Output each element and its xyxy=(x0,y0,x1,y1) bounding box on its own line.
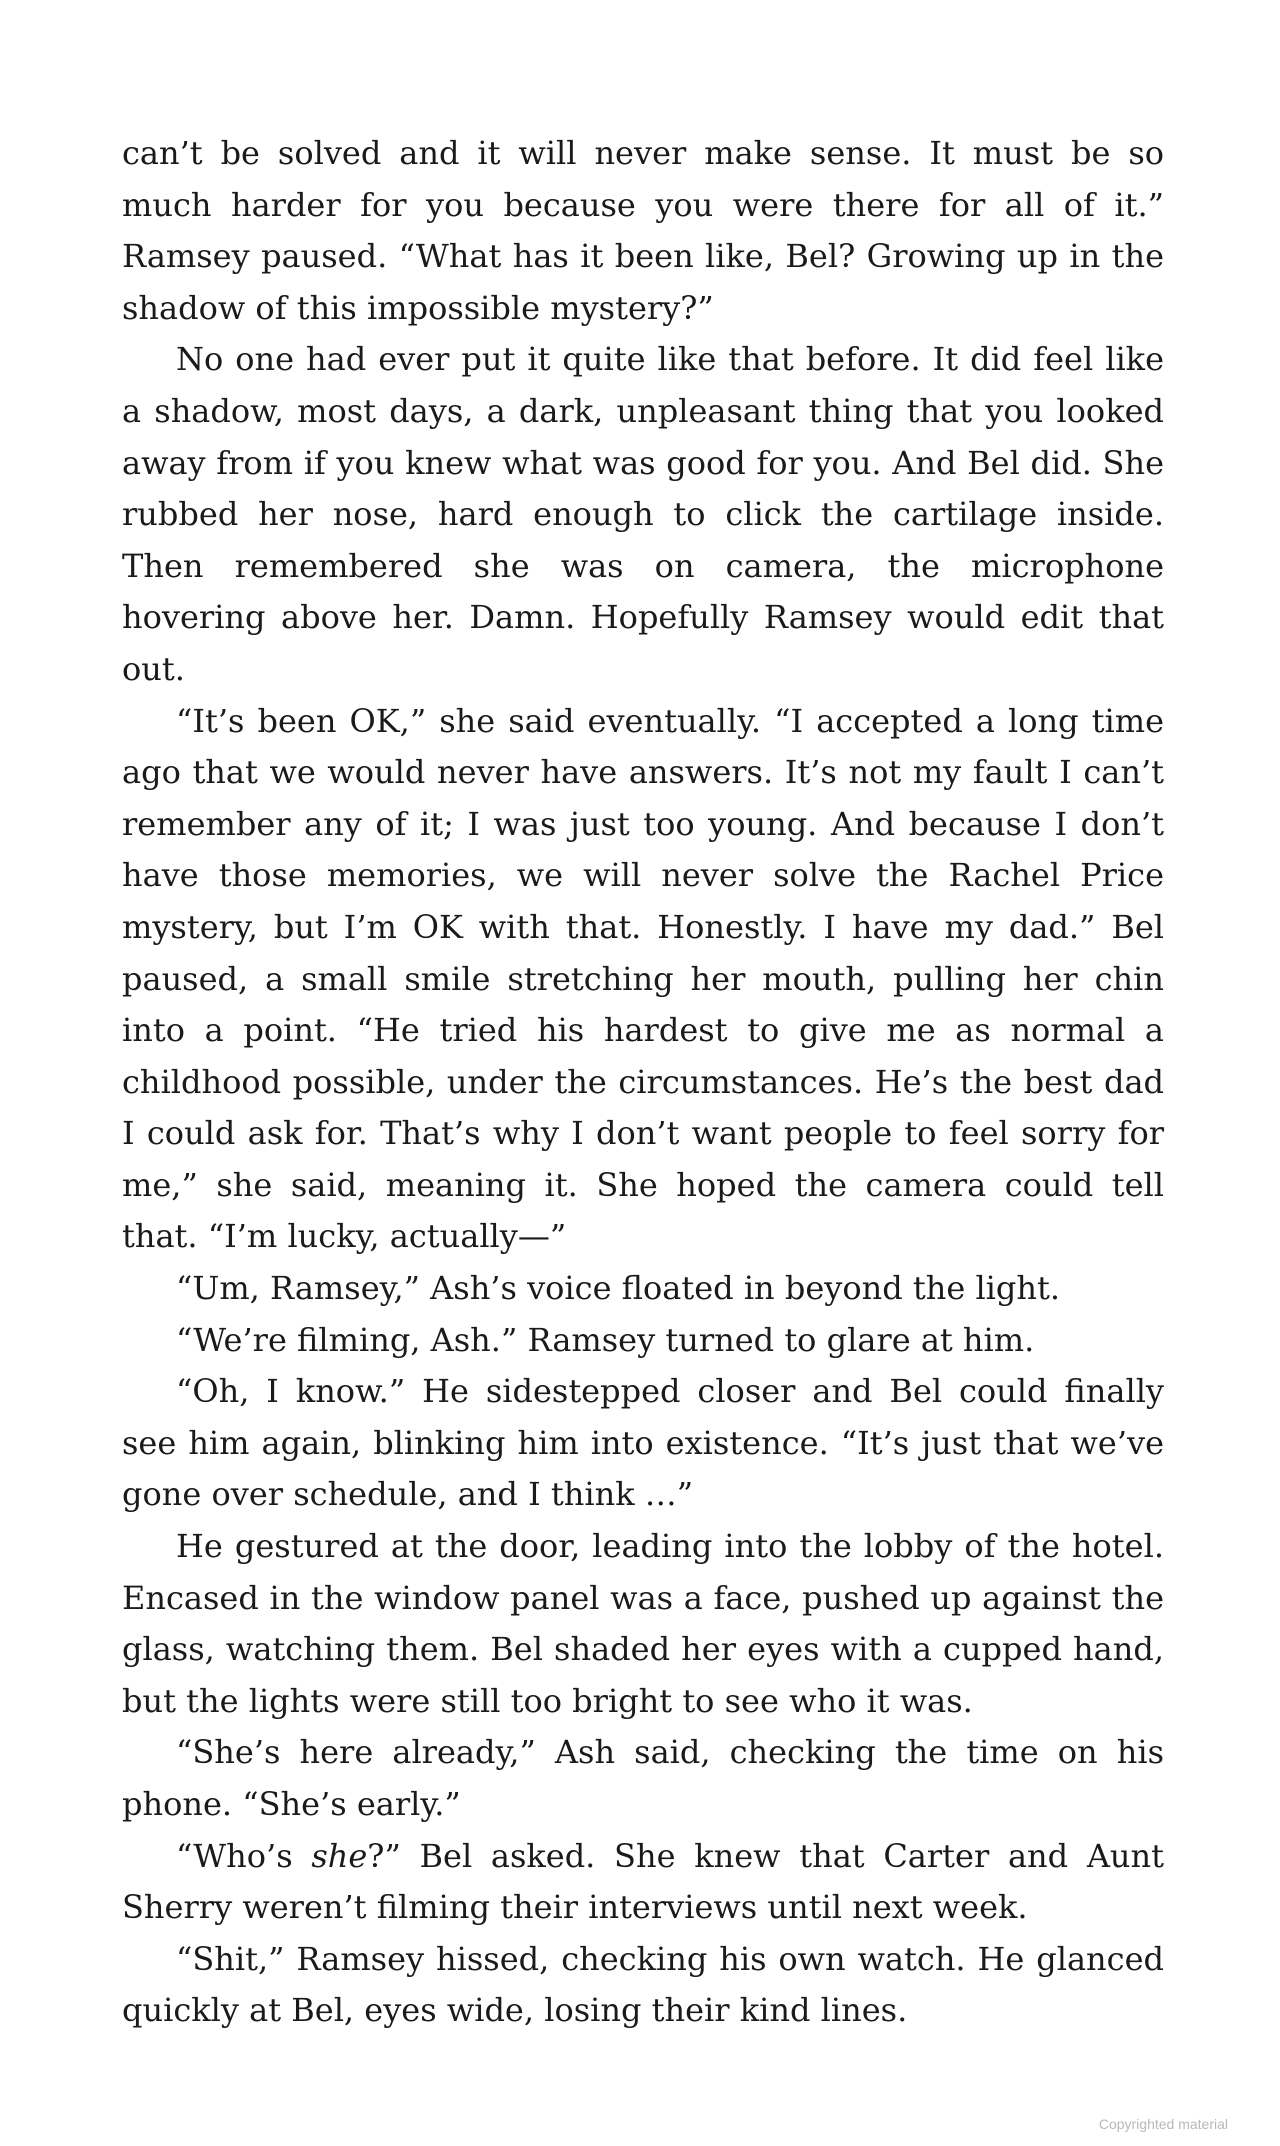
paragraph-9 xyxy=(122,1831,1164,1934)
paragraph-2: No one had ever put it quite like that before. It did feel like a shadow, most days, a dark, unpleasant thing that you looked away from if you knew what was good for you. And Bel did. She rubbed her nose, hard enough to click the cartilage inside. Then remembered she was on camera, the microphone hovering above her. Damn. Hopefully Ramsey would edit that out. xyxy=(122,340,1164,688)
paragraph-6: “Oh, I know.” He sidestepped closer and Bel could finally see him again, blinking him into existence. “It’s just that we’ve gone over schedule, and I think …” xyxy=(122,1372,1164,1514)
page-body xyxy=(122,128,1164,2037)
paragraph-8: “She’s here already,” Ash said, checking the time on his phone. “She’s early.” xyxy=(122,1733,1164,1823)
paragraph-7: He gestured at the door, leading into the lobby of the hotel. Encased in the window panel was a face, pushed up against the glass, watching them. Bel shaded her eyes with a cupped hand, but the lights were still too bright to see who it was. xyxy=(122,1527,1164,1720)
paragraph-9-after: ?” Bel asked. She knew that Carter and Aunt Sherry weren’t filming their interviews until next week. xyxy=(122,1836,1165,1927)
paragraph-9-before: “Who’s xyxy=(176,1836,312,1875)
paragraph-9-emphasis: she xyxy=(311,1836,368,1875)
paragraph-10: “Shit,” Ramsey hissed, checking his own watch. He glanced quickly at Bel, eyes wide, losing their kind lines. xyxy=(122,1939,1164,2030)
paragraph-1: can’t be solved and it will never make sense. It must be so much harder for you because you were there for all of it.” Ramsey paused. “What has it been like, Bel? Growing up in the shadow of this impossible mystery?” xyxy=(122,134,1164,327)
paragraph-5: “We’re filming, Ash.” Ramsey turned to glare at him. xyxy=(176,1320,1035,1359)
copyright-notice: Copyrighted material xyxy=(1098,2116,1228,2132)
paragraph-4: “Um, Ramsey,” Ash’s voice floated in beyond the light. xyxy=(176,1269,1061,1308)
paragraph-3: “It’s been OK,” she said eventually. “I accepted a long time ago that we would never have answers. It’s not my fault I can’t remember any of it; I was just too young. And because I don’t have those memories, we will never solve the Rachel Price mystery, but I’m OK with that. Honestly. I have my dad.” Bel paused, a small smile stretching her mouth, pulling her chin into a point. “He tried his hardest to give me as normal a childhood possible, under the circumstances. He’s the best dad I could ask for. That’s why I don’t want people to feel sorry for me,” she said, meaning it. She hoped the camera could tell that. “I’m lucky, actually—” xyxy=(122,701,1164,1256)
